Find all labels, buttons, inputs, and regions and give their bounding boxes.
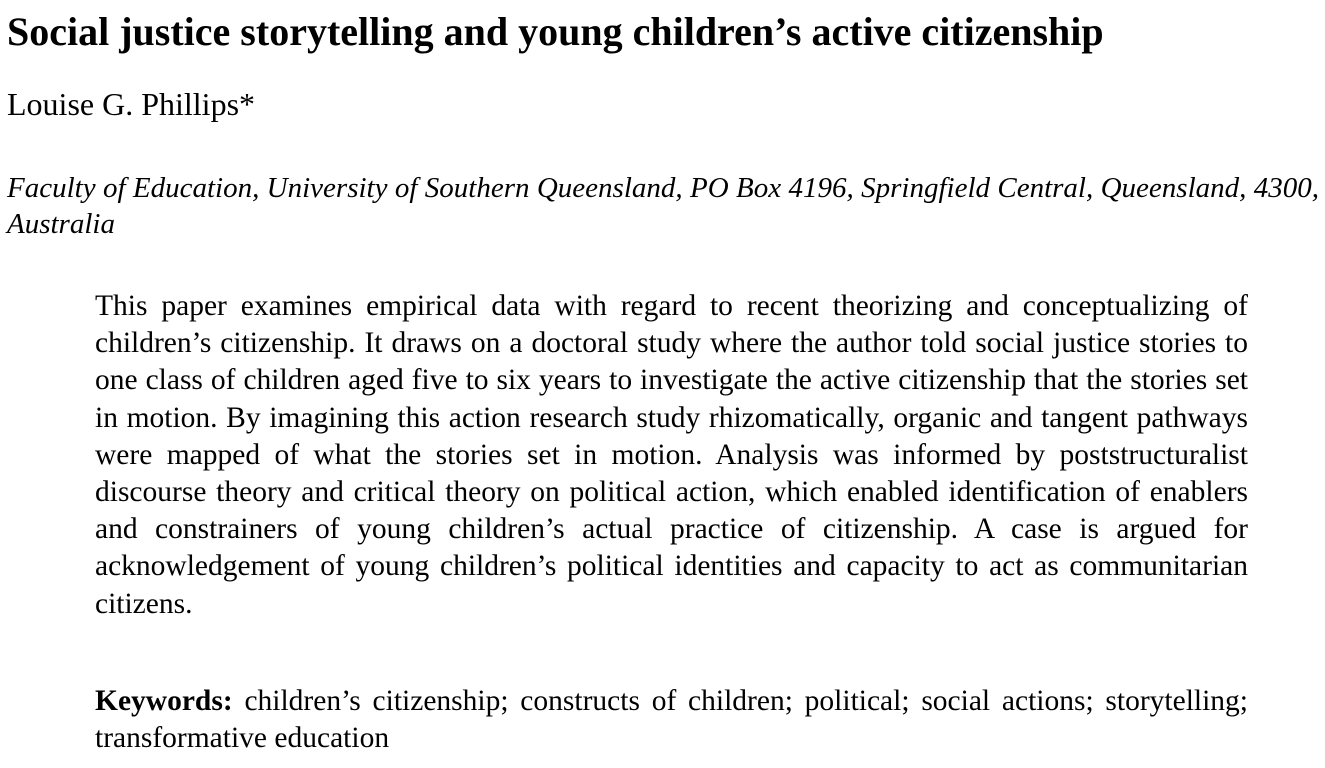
keywords-section	[95, 683, 1248, 757]
keywords-list: children’s citizenship; constructs of children; political; social actions; storytelling; transformative education	[95, 685, 1249, 754]
author-name: Louise G. Phillips*	[7, 86, 256, 122]
keywords-label: Keywords:	[95, 685, 233, 717]
author-affiliation: Faculty of Education, University of Southern Queensland, PO Box 4196, Springfield Central, Queensland, 4300, Australia	[7, 172, 1319, 240]
paper-title: Social justice storytelling and young children’s active citizenship	[7, 9, 1104, 54]
abstract-text: This paper examines empirical data with regard to recent theorizing and conceptualizing of children’s citizenship. It draws on a doctoral study where the author told social justice stories to one class of children aged five to six years to investigate the active citizenship that the stories set in motion. By imagining this action research study rhizomatically, organic and tangent pathways were mapped of what the stories set in motion. Analysis was informed by poststructuralist discourse theory and critical theory on political action, which enabled identification of enablers and constrainers of young children’s actual practice of citizenship. A case is argued for acknowledgement of young children’s political identities and capacity to act as communitarian citizens.	[95, 290, 1248, 620]
